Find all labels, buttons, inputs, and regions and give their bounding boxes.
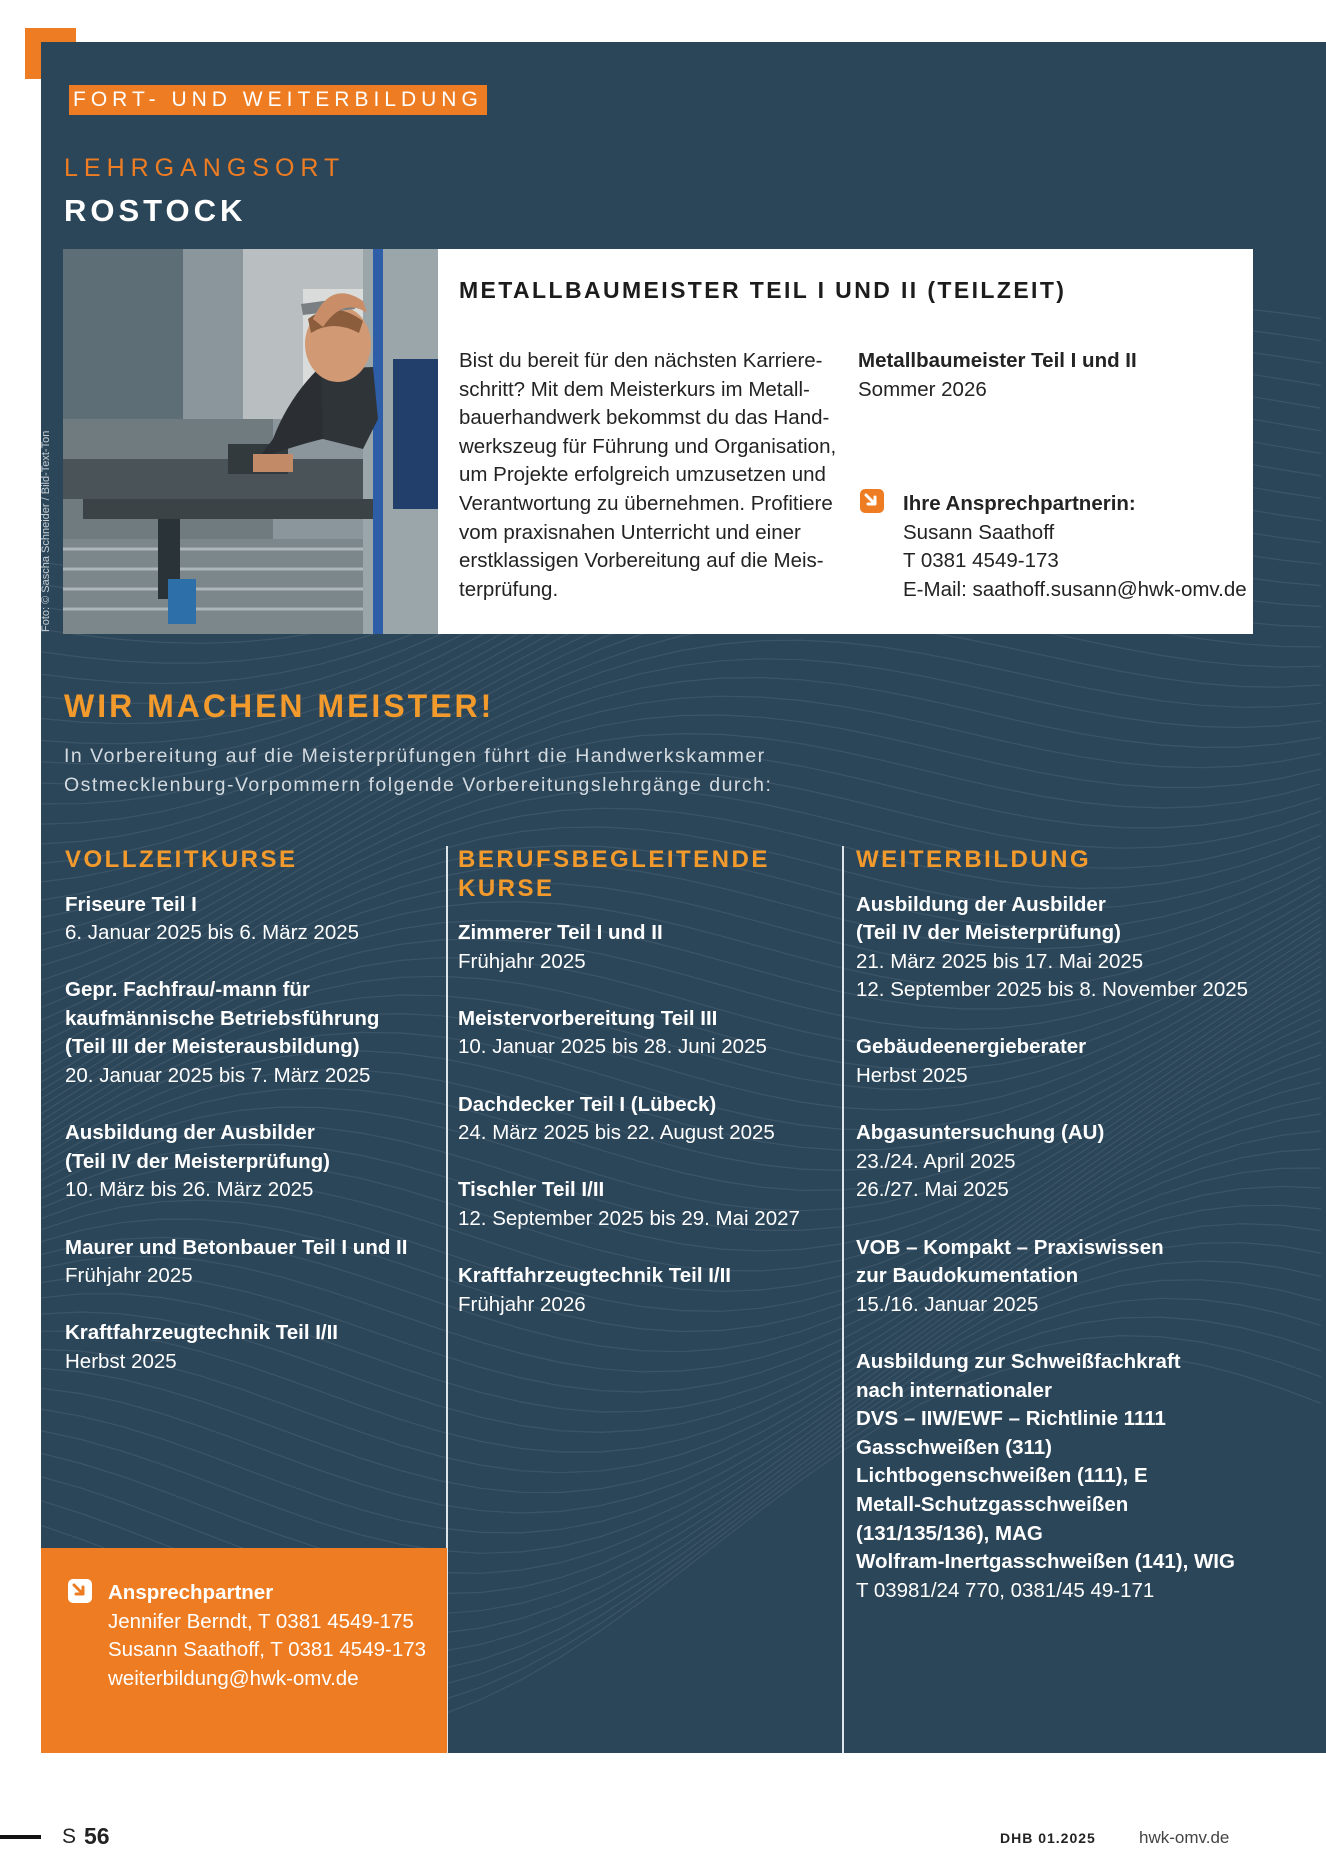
footer-rule [0, 1835, 41, 1839]
card-text-line: terprüfung. [459, 577, 559, 601]
course-item [458, 1262, 838, 1319]
course-date: Frühjahr 2026 [458, 1292, 586, 1316]
card-course-date: Sommer 2026 [858, 377, 987, 401]
contact-box-email[interactable]: weiterbildung@hwk-omv.de [108, 1666, 359, 1690]
issue-label: DHB 01.2025 [1000, 1830, 1096, 1846]
course-title: Ausbildung zur Schweißfachkraft [856, 1350, 1181, 1373]
course-date: 6. Januar 2025 bis 6. März 2025 [65, 921, 360, 945]
arrow-box-icon [67, 1578, 93, 1604]
course-item [458, 1091, 838, 1148]
column-title: BERUFSBEGLEITENDE [458, 846, 770, 873]
column-divider [842, 846, 844, 1753]
course-title: Gepr. Fachfrau/-mann für [65, 978, 310, 1002]
course-title: kaufmännische Betriebsführung [65, 1006, 380, 1030]
course-item [458, 919, 838, 976]
course-title: Gasschweißen (311) [856, 1435, 1052, 1459]
course-date: Herbst 2025 [856, 1064, 968, 1088]
course-title: (131/135/136), MAG [856, 1521, 1043, 1545]
course-item [856, 891, 1296, 1005]
course-item [458, 1005, 838, 1062]
course-title: Wolfram-Inertgasschweißen (141), WIG [856, 1550, 1235, 1574]
course-title: Kraftfahrzeugtechnik Teil I/II [65, 1321, 338, 1345]
course-title: Meistervorbereitung Teil III [458, 1006, 718, 1030]
course-date: 20. Januar 2025 bis 7. März 2025 [65, 1064, 371, 1088]
course-title: Friseure Teil I [65, 892, 197, 916]
course-title: zur Baudokumentation [856, 1264, 1079, 1288]
card-text-line: bauerhandwerk bekommst du das Hand- [459, 406, 830, 430]
course-item [65, 1119, 435, 1205]
course-title: DVS – IIW/EWF – Richtlinie 1111 [856, 1407, 1166, 1431]
card-text-line: um Projekte erfolgreich umzusetzen und [459, 463, 826, 487]
card-text-line: erstklassigen Vorbereitung auf die Meis- [459, 549, 824, 573]
card-contact-name: Susann Saathoff [903, 520, 1055, 544]
contact-box-line: Jennifer Berndt, T 0381 4549-175 [108, 1609, 414, 1633]
photo-metalworker [63, 249, 438, 634]
course-title: Ausbildung der Ausbilder [65, 1121, 315, 1145]
course-date: 10. März bis 26. März 2025 [65, 1178, 314, 1202]
course-date: Frühjahr 2025 [65, 1264, 193, 1288]
column-berufsbegleitend [458, 846, 838, 1319]
page-number: 56 [84, 1823, 110, 1849]
card-text-line: Verantwortung zu übernehmen. Profitiere [459, 491, 833, 515]
intro-line: Ostmecklenburg-Vorpommern folgende Vorbereitungslehrgänge durch: [64, 773, 773, 796]
card-text-line: werkszeug für Führung und Organisation, [459, 434, 837, 458]
course-title: Metall-Schutzgasschweißen [856, 1492, 1129, 1516]
course-title: Zimmerer Teil I und II [458, 921, 663, 944]
course-item [65, 1319, 435, 1376]
card-contact-label: Ihre Ansprechpartnerin: [903, 492, 1136, 515]
card-contact [903, 490, 1247, 604]
course-item [65, 891, 435, 948]
course-item [856, 1033, 1296, 1090]
course-date: 12. September 2025 bis 29. Mai 2027 [458, 1206, 800, 1230]
column-weiterbildung [856, 846, 1296, 1605]
course-title: Lichtbogenschweißen (111), E [856, 1464, 1148, 1488]
course-item [856, 1234, 1296, 1320]
location-label: LEHRGANGSORT [64, 154, 346, 182]
course-date: Frühjahr 2025 [458, 949, 586, 973]
card-course-info [858, 347, 1137, 404]
column-title: KURSE [458, 874, 555, 902]
course-title: (Teil III der Meisterausbildung) [65, 1035, 360, 1059]
contact-box-line: Susann Saathoff, T 0381 4549-173 [108, 1638, 427, 1662]
section-tag: FORT- UND WEITERBILDUNG [69, 85, 487, 115]
card-text-line: schritt? Mit dem Meisterkurs im Metall- [459, 377, 810, 401]
course-date: 15./16. Januar 2025 [856, 1292, 1039, 1316]
course-title: Ausbildung der Ausbilder [856, 892, 1106, 916]
course-item [65, 1234, 435, 1291]
column-title: WEITERBILDUNG [856, 846, 1092, 873]
course-title: Maurer und Betonbauer Teil I und II [65, 1235, 408, 1259]
card-contact-email[interactable]: E-Mail: saathoff.susann@hwk-omv.de [903, 577, 1247, 601]
footer-website[interactable]: hwk-omv.de [1139, 1828, 1230, 1847]
course-item [856, 1119, 1296, 1205]
course-title: (Teil IV der Meisterprüfung) [856, 921, 1121, 945]
contact-box-label: Ansprechpartner [108, 1581, 274, 1604]
arrow-box-icon [859, 488, 885, 514]
column-vollzeit [65, 846, 435, 1377]
card-course-name: Metallbaumeister Teil I und II [858, 349, 1137, 372]
course-card [438, 249, 1253, 634]
card-contact-phone: T 0381 4549-173 [903, 549, 1059, 573]
location-city: ROSTOCK [64, 193, 247, 228]
course-date: 12. September 2025 bis 8. November 2025 [856, 978, 1249, 1002]
course-item [458, 1176, 838, 1233]
column-title: VOLLZEITKURSE [65, 846, 298, 873]
card-description [459, 347, 839, 604]
course-title: Gebäudeenergieberater [856, 1035, 1087, 1059]
section-headline: WIR MACHEN MEISTER! [64, 688, 495, 724]
intro-line: In Vorbereitung auf die Meisterprüfungen führt die Handwerkskammer [64, 745, 766, 767]
course-title: Tischler Teil I/II [458, 1178, 605, 1202]
course-date: Herbst 2025 [65, 1350, 177, 1373]
section-intro [64, 742, 772, 799]
contact-box-text [108, 1579, 426, 1693]
course-title: nach internationaler [856, 1378, 1052, 1402]
course-date: 21. März 2025 bis 17. Mai 2025 [856, 949, 1144, 973]
photo-credit: Foto: © Sascha Schneider / Bild-Text-Ton [40, 430, 52, 632]
course-title: VOB – Kompakt – Praxiswissen [856, 1235, 1164, 1259]
course-date: 10. Januar 2025 bis 28. Juni 2025 [458, 1035, 767, 1059]
course-title: Abgasuntersuchung (AU) [856, 1121, 1105, 1145]
course-date: 24. März 2025 bis 22. August 2025 [458, 1121, 775, 1145]
course-title: Kraftfahrzeugtechnik Teil I/II [458, 1264, 731, 1288]
card-text-line: vom praxisnahen Unterricht und einer [459, 520, 801, 544]
course-item [65, 976, 435, 1090]
course-item [856, 1348, 1296, 1605]
course-date: 23./24. April 2025 [856, 1149, 1016, 1173]
course-date: 26./27. Mai 2025 [856, 1178, 1009, 1202]
card-title: METALLBAUMEISTER TEIL I UND II (TEILZEIT) [459, 277, 1067, 303]
course-phone: T 03981/24 770, 0381/45 49-171 [856, 1578, 1155, 1602]
course-title: (Teil IV der Meisterprüfung) [65, 1149, 330, 1173]
card-text-line: Bist du bereit für den nächsten Karriere- [459, 349, 823, 372]
contact-box [41, 1548, 447, 1753]
course-title: Dachdecker Teil I (Lübeck) [458, 1092, 717, 1116]
page-prefix: S [62, 1825, 77, 1848]
